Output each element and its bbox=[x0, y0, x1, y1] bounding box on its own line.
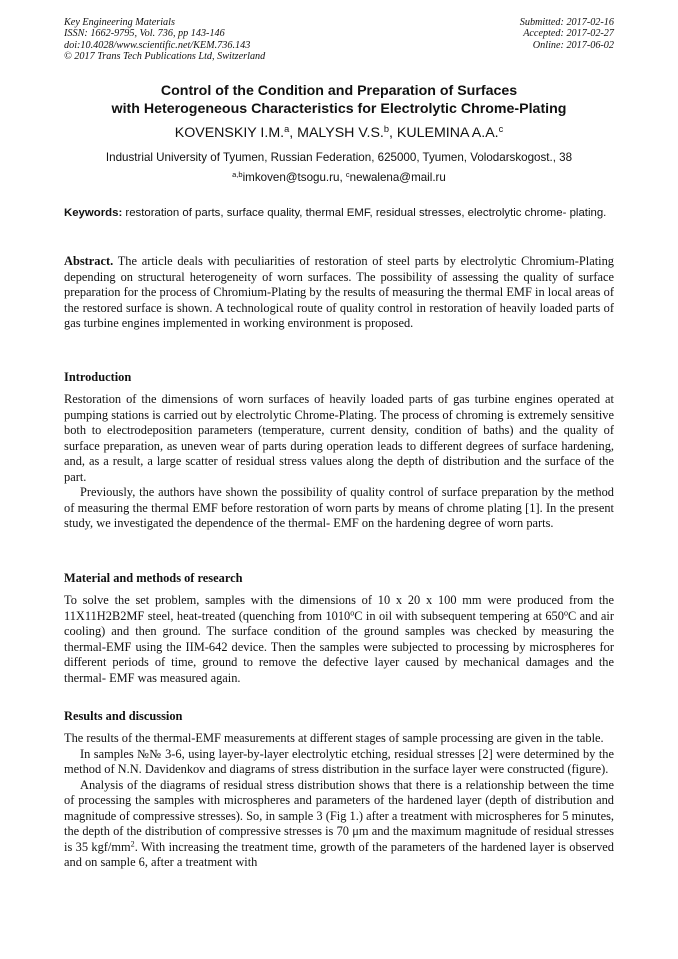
email-2[interactable]: newalena@mail.ru bbox=[349, 171, 446, 184]
results-text-part-1: Analysis of the diagrams of residual stress distribution shows that there is a relationship between the time of processing the samples with microspheres and parameters of the hardened layer (depth of distribution and magnitude of compressive stresses). So, in sample 3 (Fig 1.) after a treatment with microspheres for 5 minutes, the depth of the distribution of compressive stresses is 70 μm and the maximum magnitude of residual stresses is 35 kgf/mm bbox=[64, 777, 614, 854]
degree-symbol: o bbox=[350, 608, 355, 618]
online-date: Online: 2017-06-02 bbox=[532, 39, 614, 51]
results-paragraph-1: The results of the thermal-EMF measurements at different stages of sample processing are given in the table. bbox=[64, 731, 604, 745]
results-heading: Results and discussion bbox=[64, 709, 183, 723]
methods-text-part-2: C in oil with subsequent tempering at 650 bbox=[354, 608, 564, 623]
issn: ISSN: 1662-9795, Vol. 736, pp 143-146 bbox=[64, 28, 225, 40]
doi: doi:10.4028/www.scientific.net/KEM.736.143 bbox=[64, 39, 251, 51]
abstract bbox=[64, 254, 614, 332]
results-body bbox=[64, 731, 614, 871]
keywords-label: Keywords: bbox=[64, 207, 123, 219]
journal-info bbox=[64, 17, 265, 63]
abstract-label: Abstract. bbox=[64, 254, 114, 268]
title-line-2: with Heterogeneous Characteristics for Electrolytic Chrome-Plating bbox=[111, 101, 567, 117]
author-separator: , bbox=[389, 125, 397, 141]
author-2: MALYSH V.S. bbox=[297, 125, 384, 141]
paper-title bbox=[64, 82, 614, 118]
email-1[interactable]: imkoven@tsogu.ru bbox=[242, 171, 340, 184]
journal-name: Key Engineering Materials bbox=[64, 17, 175, 28]
author-2-affil: b bbox=[383, 123, 390, 134]
submitted-date: Submitted: 2017-02-16 bbox=[519, 17, 614, 28]
introduction-paragraph-2: Previously, the authors have shown the possibility of quality control of surface preparation by the method of measuring the thermal EMF before restoration of worn parts by means of chrome plating [1]. In the present study, we investigated the dependence of the thermal- EMF on the hardening degree of worn parts. bbox=[64, 485, 614, 530]
author-1: KOVENSKIY I.M. bbox=[174, 125, 285, 141]
author-1-affil: a bbox=[284, 123, 290, 134]
methods-body bbox=[64, 593, 614, 686]
author-3-affil: c bbox=[498, 123, 504, 134]
methods-text-part-1: To solve the set problem, samples with the dimensions of 10 x 20 x 100 mm were produced from the 11X11H2B2MF steel, heat-treated (quenching from 1010 bbox=[64, 593, 614, 623]
methods-text-part-3: C and air cooling) and then ground. The surface condition of the ground samples was checked by measuring the thermal-EMF using the IIM-642 device. Then the samples were subjected to processing by microspheres for different periods of time, ground to remove the defective layer caused by mechanical damages and the thermal- EMF was measured again. bbox=[64, 608, 615, 685]
email-2-affil: c bbox=[345, 169, 350, 179]
introduction-body bbox=[64, 392, 614, 532]
copyright: © 2017 Trans Tech Publications Ltd, Switzerland bbox=[64, 51, 266, 63]
unit-superscript: 2 bbox=[130, 839, 135, 849]
title-line-1: Control of the Condition and Preparation of Surfaces bbox=[160, 83, 518, 99]
introduction-heading: Introduction bbox=[64, 370, 132, 384]
keywords-text: restoration of parts, surface quality, thermal EMF, residual stresses, electrolytic chrome- plating. bbox=[125, 207, 607, 219]
keywords bbox=[64, 206, 614, 221]
email-separator: , bbox=[339, 171, 346, 184]
results-paragraph-3 bbox=[64, 778, 614, 871]
accepted-date: Accepted: 2017-02-27 bbox=[523, 28, 614, 40]
author-list bbox=[64, 124, 614, 142]
results-paragraph-2: In samples №№ 3-6, using layer-by-layer electrolytic etching, residual stresses [2] were determined by the method of N.N. Davidenkov and diagrams of stress distribution in the surface layer were constructed (figure). bbox=[64, 746, 614, 776]
email-1-affil: a,b bbox=[232, 169, 243, 179]
degree-symbol: o bbox=[563, 608, 568, 618]
methods-paragraph-1 bbox=[64, 593, 614, 686]
publication-dates bbox=[520, 17, 614, 51]
author-3: KULEMINA A.A. bbox=[396, 125, 499, 141]
methods-heading: Material and methods of research bbox=[64, 571, 243, 585]
author-emails bbox=[64, 170, 614, 185]
results-text-part-2: . With increasing the treatment time, growth of the parameters of the hardened layer is observed and on sample 6, after a treatment with bbox=[64, 839, 615, 869]
abstract-text: The article deals with peculiarities of restoration of steel parts by electrolytic Chromium-Plating depending on structural heterogeneity of worn surfaces. The possibility of assessing the quality of surface preparation for the process of Chromium-Plating by the results of measuring the thermal EMF in local areas of the restored surface is shown. A technological route of quality control in restoration of heavily loaded parts of gas turbine engines implemented in working environment is proposed. bbox=[64, 254, 614, 330]
introduction-paragraph-1: Restoration of the dimensions of worn surfaces of heavily loaded parts of gas turbine engines operated at pumping stations is carried out by electrolytic Chrome-Plating. The process of chroming is extremely sensitive both to electrodeposition parameters (temperature, current density, condition of baths) and the quality of surface preparation, as uneven wear of parts during operation leads to different degrees of surface hardening, and, as a result, a large scatter of residual stress values along the depth of distribution and the surface of the part. bbox=[64, 392, 614, 484]
affiliation: Industrial University of Tyumen, Russian Federation, 625000, Tyumen, Volodarskogost., 38 bbox=[105, 151, 573, 164]
author-separator: , bbox=[289, 125, 298, 141]
